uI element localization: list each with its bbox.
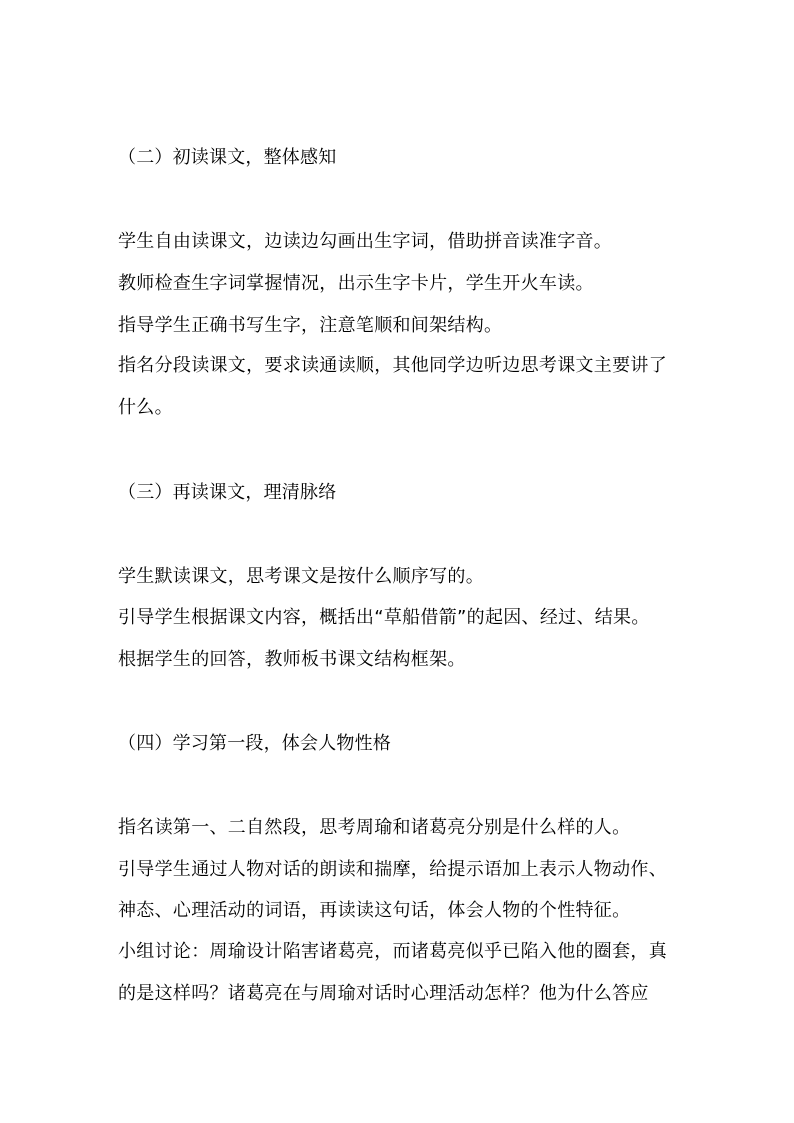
paragraph-line: 小组讨论：周瑜设计陷害诸葛亮，而诸葛亮似乎已陷入他的圈套，真 [118,941,667,962]
paragraph-line: 教师检查生字词掌握情况，出示生字卡片，学生开火车读。 [118,273,594,294]
section-heading: （二）初读课文，整体感知 [118,147,337,168]
paragraph-line: 什么。 [118,397,173,418]
paragraph-line: 学生默读课文，思考课文是按什么顺序写的。 [118,566,484,587]
paragraph-line: 引导学生通过人物对话的朗读和揣摩，给提示语加上表示人物动作、 [118,859,667,880]
paragraph-line: 学生自由读课文，边读边勾画出生字词，借助拼音读准字音。 [118,231,613,252]
section-heading: （四）学习第一段，体会人物性格 [118,733,391,754]
paragraph-line: 指名分段读课文，要求读通读顺，其他同学边听边思考课文主要讲了 [118,355,667,376]
paragraph-line: 引导学生根据课文内容，概括出“草船借箭”的起因、经过、结果。 [118,607,650,628]
paragraph-line: 的是这样吗？诸葛亮在与周瑜对话时心理活动怎样？他为什么答应 [118,983,649,1004]
paragraph-line: 神态、心理活动的词语，再读读这句话，体会人物的个性特征。 [118,900,631,921]
section-heading: （三）再读课文，理清脉络 [118,482,337,503]
paragraph-line: 根据学生的回答，教师板书课文结构框架。 [118,649,466,670]
paragraph-line: 指名读第一、二自然段，思考周瑜和诸葛亮分别是什么样的人。 [118,817,631,838]
paragraph-line: 指导学生正确书写生字，注意笔顺和间架结构。 [118,315,503,336]
